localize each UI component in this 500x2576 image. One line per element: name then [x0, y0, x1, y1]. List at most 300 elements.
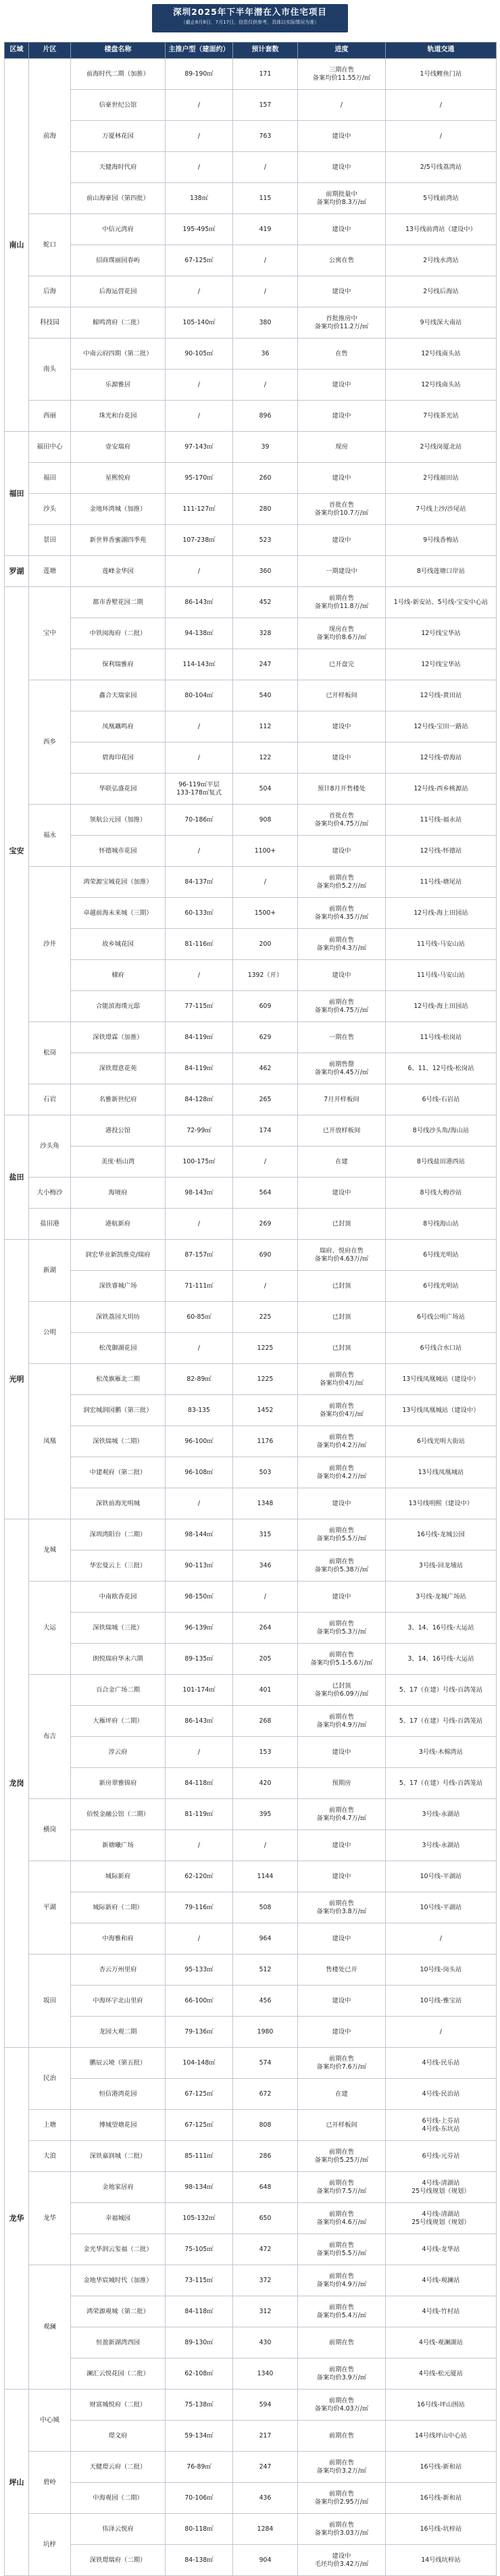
- transit-cell: 12号线-碧海站: [386, 742, 497, 774]
- project-name-cell: 恒盈新湖湾西园: [71, 2327, 166, 2358]
- table-row: [5, 742, 497, 774]
- progress-cell: 前期在售 备案均价4.7万/㎡: [298, 1799, 386, 1830]
- table-row: [5, 1737, 497, 1768]
- progress-cell: 前期在售 备案均价5.38万/㎡: [298, 1550, 386, 1582]
- unit-type-cell: 71-111㎡: [166, 1271, 233, 1302]
- table-row: [5, 214, 497, 245]
- area-cell: 大浪: [29, 2141, 71, 2172]
- table-row: [5, 960, 497, 991]
- table-row: [5, 1706, 497, 1737]
- project-name-cell: 金地环湾城（加推）: [71, 494, 166, 525]
- table-row: [5, 774, 497, 805]
- transit-cell: /: [386, 1923, 497, 1954]
- unit-type-cell: 77-115㎡: [166, 991, 233, 1022]
- progress-cell: 前期在售 备案均价4.35万/㎡: [298, 898, 386, 929]
- transit-cell: 1号线鲤鱼门站: [386, 59, 497, 90]
- project-name-cell: 美度·梧山湾: [71, 1146, 166, 1178]
- table-row: [5, 1986, 497, 2017]
- transit-cell: 12号线南头站: [386, 370, 497, 401]
- progress-cell: 建设中: [298, 960, 386, 991]
- project-name-cell: 润宏城润园鹏（第三批）: [71, 1395, 166, 1426]
- progress-cell: 已封顶 备案均价6.09万/㎡: [298, 1675, 386, 1706]
- progress-cell: 现房: [298, 432, 386, 463]
- transit-cell: 12号线-西乡桃源站: [386, 774, 497, 805]
- progress-cell: 在售: [298, 338, 386, 370]
- unit-count-cell: 808: [233, 2110, 298, 2141]
- table-row: [5, 2265, 497, 2296]
- progress-cell: 建设中: [298, 1923, 386, 1954]
- table-row: [5, 59, 497, 90]
- table-row: [5, 276, 497, 307]
- transit-cell: 8号线盐田港西站: [386, 1146, 497, 1178]
- unit-count-cell: 908: [233, 805, 298, 836]
- project-name-cell: 百合金广场二期: [71, 1675, 166, 1706]
- unit-count-cell: 672: [233, 2079, 298, 2110]
- table-row: [5, 121, 497, 152]
- area-cell: 坂田: [29, 1954, 71, 2048]
- table-row: [5, 2079, 497, 2110]
- unit-count-cell: 39: [233, 432, 298, 463]
- transit-cell: 6号线光明大街站: [386, 1426, 497, 1457]
- project-name-cell: 中海观园（二期）: [71, 2483, 166, 2514]
- unit-type-cell: 105-132㎡: [166, 2203, 233, 2234]
- unit-type-cell: 60-133㎡: [166, 898, 233, 929]
- table-header-row: [5, 43, 497, 59]
- project-name-cell: 博城望塘花园: [71, 2110, 166, 2141]
- unit-count-cell: 648: [233, 2172, 298, 2203]
- unit-type-cell: 105-140㎡: [166, 307, 233, 338]
- progress-cell: 已封顶: [298, 1302, 386, 1333]
- unit-count-cell: 112: [233, 711, 298, 742]
- transit-cell: 6号线-上芬站 4号线-东坑站: [386, 2110, 497, 2141]
- unit-type-cell: 87-157㎡: [166, 1240, 233, 1271]
- unit-type-cell: 80-104㎡: [166, 680, 233, 711]
- unit-count-cell: 472: [233, 2234, 298, 2265]
- transit-cell: 1号线-新安站、5号线-宝安中心站: [386, 587, 497, 618]
- progress-cell: 瑞府、悦府在售 备案均价4.63万/㎡: [298, 1240, 386, 1271]
- unit-count-cell: 115: [233, 183, 298, 214]
- table-row: [5, 401, 497, 432]
- transit-cell: 4号线-民乐站: [386, 2048, 497, 2079]
- project-name-cell: 领航公元园（加推）: [71, 805, 166, 836]
- project-name-cell: 伟泽云悦府: [71, 2514, 166, 2545]
- table-body: [5, 59, 497, 2576]
- table-row: [5, 867, 497, 898]
- transit-cell: 13号线凤凰城站（建设中）: [386, 1395, 497, 1426]
- transit-cell: 3号线-龙城广场站: [386, 1582, 497, 1613]
- project-name-cell: 佰悦金融公馆（二期）: [71, 1799, 166, 1830]
- unit-count-cell: 904: [233, 2545, 298, 2576]
- unit-type-cell: 79-116㎡: [166, 1892, 233, 1923]
- transit-cell: 5、17（在建）号线-百鸽笼站: [386, 1768, 497, 1799]
- progress-cell: 建设中: [298, 1830, 386, 1861]
- unit-count-cell: 247: [233, 649, 298, 680]
- progress-cell: 三期在售 备案均价11.55万/㎡: [298, 59, 386, 90]
- unit-type-cell: 96-108㎡: [166, 1457, 233, 1488]
- unit-count-cell: 1452: [233, 1395, 298, 1426]
- project-name-cell: 中铁阅海府（二批）: [71, 618, 166, 649]
- project-name-cell: 华宏曼云上（三批）: [71, 1550, 166, 1582]
- unit-type-cell: /: [166, 1209, 233, 1240]
- unit-type-cell: 95-133㎡: [166, 1954, 233, 1986]
- progress-cell: 前期在售 备案均价4.6万/㎡: [298, 2203, 386, 2234]
- header-area: 片区: [29, 43, 71, 59]
- unit-count-cell: 265: [233, 1084, 298, 1115]
- progress-cell: 前期在售 备案均价7.5万/㎡: [298, 2172, 386, 2203]
- table-row: [5, 1519, 497, 1550]
- unit-type-cell: /: [166, 152, 233, 183]
- progress-cell: 建设中: [298, 2017, 386, 2048]
- unit-count-cell: 690: [233, 1240, 298, 1271]
- unit-type-cell: 84-118㎡: [166, 1768, 233, 1799]
- table-row: [5, 1084, 497, 1115]
- transit-cell: 11号线-马安山站: [386, 960, 497, 991]
- progress-cell: 预计8月开售楼处: [298, 774, 386, 805]
- project-name-cell: 深铁瑞城（二期）: [71, 1426, 166, 1457]
- region-cell: 龙岗: [5, 1519, 29, 2048]
- project-name-cell: 深铁璟瑞府（二期）: [71, 2545, 166, 2576]
- area-cell: 凤凰: [29, 1364, 71, 1519]
- project-name-cell: 乐源雅居: [71, 370, 166, 401]
- table-row: [5, 2358, 497, 2390]
- unit-count-cell: 225: [233, 1302, 298, 1333]
- table-row: [5, 1022, 497, 1053]
- unit-type-cell: /: [166, 401, 233, 432]
- project-name-cell: 凤凰藕鸣府: [71, 711, 166, 742]
- table-row: [5, 711, 497, 742]
- progress-cell: 已开样板间: [298, 2110, 386, 2141]
- table-row: [5, 1861, 497, 1892]
- progress-cell: 建设中: [298, 1986, 386, 2017]
- project-name-cell: 淳云府: [71, 1737, 166, 1768]
- unit-type-cell: 90-113㎡: [166, 1550, 233, 1582]
- progress-cell: 公寓在售: [298, 245, 386, 276]
- transit-cell: 5、17（在建）号线-百鸽笼站: [386, 1706, 497, 1737]
- table-row: [5, 1550, 497, 1582]
- project-name-cell: 鹏辰云境（第五批）: [71, 2048, 166, 2079]
- area-cell: 南头: [29, 338, 71, 401]
- project-name-cell: 后海运营花园: [71, 276, 166, 307]
- progress-cell: 7月开样板间: [298, 1084, 386, 1115]
- progress-cell: 已开盘完: [298, 649, 386, 680]
- project-name-cell: 润宏华业新凯维克/瑞府: [71, 1240, 166, 1271]
- unit-type-cell: 138㎡: [166, 183, 233, 214]
- unit-count-cell: 523: [233, 525, 298, 556]
- table-row: [5, 1768, 497, 1799]
- table-row: [5, 836, 497, 867]
- progress-cell: 建设中: [298, 1861, 386, 1892]
- progress-cell: 前期在售 备案均价5.1-5.6万/㎡: [298, 1644, 386, 1675]
- project-name-cell: 中海环宇北山里府: [71, 1986, 166, 2017]
- transit-cell: 11号线-塘尾站: [386, 867, 497, 898]
- area-cell: 前海: [29, 59, 71, 214]
- transit-cell: 4号线-龙华站: [386, 2234, 497, 2265]
- unit-type-cell: /: [166, 1923, 233, 1954]
- area-cell: 大运: [29, 1582, 71, 1675]
- progress-cell: 建设中: [298, 401, 386, 432]
- progress-cell: 建设中: [298, 1737, 386, 1768]
- transit-cell: 12号线宝华站: [386, 649, 497, 680]
- unit-type-cell: 101-174㎡: [166, 1675, 233, 1706]
- table-row: [5, 1271, 497, 1302]
- unit-count-cell: 217: [233, 2421, 298, 2452]
- project-name-cell: 松茂旗雁北二期: [71, 1364, 166, 1395]
- transit-cell: 12号线-黄田站: [386, 680, 497, 711]
- area-cell: 松岗: [29, 1022, 71, 1084]
- table-row: [5, 2390, 497, 2421]
- transit-cell: 12号线-海上田园站: [386, 898, 497, 929]
- progress-cell: 前期在售 备案均价4.3万/㎡: [298, 929, 386, 960]
- progress-cell: 已封顶: [298, 1271, 386, 1302]
- progress-cell: 前期在售 备案均价7.6万/㎡: [298, 2048, 386, 2079]
- table-row: [5, 1488, 497, 1519]
- unit-count-cell: 1340: [233, 2358, 298, 2390]
- unit-count-cell: 328: [233, 618, 298, 649]
- unit-type-cell: 97-143㎡: [166, 432, 233, 463]
- area-cell: 后海: [29, 276, 71, 307]
- progress-cell: 前期在售 备案均价4.03万/㎡: [298, 2390, 386, 2421]
- transit-cell: 16号线-坪山围站: [386, 2390, 497, 2421]
- progress-cell: 前期在售 备案均价3.03万/㎡: [298, 2514, 386, 2545]
- unit-type-cell: 114-143㎡: [166, 649, 233, 680]
- area-cell: 民治: [29, 2048, 71, 2110]
- region-cell: 盐田: [5, 1115, 29, 1240]
- transit-cell: 3号线-永湖站: [386, 1830, 497, 1861]
- transit-cell: 4号线-清湖站 25号线规划（规划）: [386, 2203, 497, 2234]
- progress-cell: 建设中: [298, 525, 386, 556]
- progress-cell: 建设中: [298, 1582, 386, 1613]
- unit-type-cell: 86-143㎡: [166, 587, 233, 618]
- unit-type-cell: /: [166, 556, 233, 587]
- project-name-cell: 新世界香蜜湖四季苑: [71, 525, 166, 556]
- unit-count-cell: 503: [233, 1457, 298, 1488]
- area-cell: 沙头: [29, 494, 71, 525]
- progress-cell: 已封顶: [298, 1333, 386, 1364]
- transit-cell: 12号线-海上田园站: [386, 991, 497, 1022]
- progress-cell: 前期在售 备案均价5.4万/㎡: [298, 2296, 386, 2327]
- table-row: [5, 1178, 497, 1209]
- transit-cell: 5、17（在建）号线-百鸽笼站: [386, 1675, 497, 1706]
- unit-count-cell: 153: [233, 1737, 298, 1768]
- unit-type-cell: 70-186㎡: [166, 805, 233, 836]
- progress-cell: 建设中: [298, 1178, 386, 1209]
- unit-type-cell: 89-135㎡: [166, 1644, 233, 1675]
- project-name-cell: 华联弘盛花园: [71, 774, 166, 805]
- unit-count-cell: 401: [233, 1675, 298, 1706]
- progress-cell: 前期在售 备案均价4.9万/㎡: [298, 2265, 386, 2296]
- transit-cell: 2号线福田站: [386, 463, 497, 494]
- unit-type-cell: 73-115㎡: [166, 2265, 233, 2296]
- project-name-cell: 朗悦瑞府华未六期: [71, 1644, 166, 1675]
- project-name-cell: 新房翠雅锦府: [71, 1768, 166, 1799]
- unit-type-cell: /: [166, 1488, 233, 1519]
- table-row: [5, 494, 497, 525]
- unit-type-cell: /: [166, 742, 233, 774]
- project-name-cell: 保利瑞雅府: [71, 649, 166, 680]
- transit-cell: 11号线-松岗站: [386, 1022, 497, 1053]
- area-cell: 西丽: [29, 401, 71, 432]
- transit-cell: /: [386, 2017, 497, 2048]
- unit-type-cell: 67-125㎡: [166, 2079, 233, 2110]
- area-cell: 沙头角: [29, 1115, 71, 1178]
- project-name-cell: 中海雅和府: [71, 1923, 166, 1954]
- table-row: [5, 1830, 497, 1861]
- table-row: [5, 1923, 497, 1954]
- unit-count-cell: 1284: [233, 2514, 298, 2545]
- progress-cell: /: [298, 90, 386, 121]
- transit-cell: 10号线-平湖站: [386, 1892, 497, 1923]
- unit-type-cell: 98-144㎡: [166, 1519, 233, 1550]
- table-row: [5, 152, 497, 183]
- unit-type-cell: 84-137㎡: [166, 867, 233, 898]
- header-count: 预计套数: [233, 43, 298, 59]
- unit-count-cell: 395: [233, 1799, 298, 1830]
- table-row: [5, 587, 497, 618]
- unit-count-cell: 512: [233, 1954, 298, 1986]
- unit-type-cell: 111-127㎡: [166, 494, 233, 525]
- progress-cell: 建设中: [298, 836, 386, 867]
- progress-cell: 前期售罄 备案均价4.45万/㎡: [298, 1053, 386, 1084]
- unit-type-cell: 84-119㎡: [166, 1022, 233, 1053]
- project-name-cell: 幸福城园: [71, 2203, 166, 2234]
- progress-cell: 一期建设中: [298, 556, 386, 587]
- project-name-cell: 鲸鸣湾府（二批）: [71, 307, 166, 338]
- project-name-cell: 澜汇云悦花园（二批）: [71, 2358, 166, 2390]
- unit-type-cell: 98-150㎡: [166, 1582, 233, 1613]
- transit-cell: 4号线-观澜站: [386, 2265, 497, 2296]
- unit-type-cell: /: [166, 1737, 233, 1768]
- table-row: [5, 1582, 497, 1613]
- transit-cell: 14号线坑梓站: [386, 2545, 497, 2576]
- project-name-cell: 城际新府（二期）: [71, 1892, 166, 1923]
- unit-count-cell: 280: [233, 494, 298, 525]
- project-name-cell: 松茂御湖花园: [71, 1333, 166, 1364]
- transit-cell: 6号线光明站: [386, 1271, 497, 1302]
- transit-cell: 6号线-元芬站: [386, 2141, 497, 2172]
- unit-type-cell: 89-130㎡: [166, 2327, 233, 2358]
- project-name-cell: 恒信港湾花园: [71, 2079, 166, 2110]
- unit-type-cell: 81-116㎡: [166, 929, 233, 960]
- transit-cell: 10号线-平湖站: [386, 1861, 497, 1892]
- unit-count-cell: 380: [233, 307, 298, 338]
- progress-cell: 首批在售 备案均价10.7万/㎡: [298, 494, 386, 525]
- transit-cell: 4号线-松元厦站: [386, 2358, 497, 2390]
- table-row: [5, 1333, 497, 1364]
- project-name-cell: 新塘曦广场: [71, 1830, 166, 1861]
- transit-cell: 2号线水湾站: [386, 245, 497, 276]
- project-name-cell: 深铁荔园天玥坊: [71, 1302, 166, 1333]
- project-name-cell: 卓越前海未来城（三期）: [71, 898, 166, 929]
- area-cell: 观澜: [29, 2265, 71, 2390]
- area-cell: 大小梅沙: [29, 1178, 71, 1209]
- area-cell: 龙城: [29, 1519, 71, 1582]
- progress-cell: 前期在售 备案均价5.2万/㎡: [298, 867, 386, 898]
- transit-cell: 13号线凤凰城站: [386, 1457, 497, 1488]
- table-row: [5, 2452, 497, 2483]
- area-cell: 上塘: [29, 2110, 71, 2141]
- progress-cell: 首批推房中 备案均价11.2万/㎡: [298, 307, 386, 338]
- table-row: [5, 2421, 497, 2452]
- unit-count-cell: 629: [233, 1022, 298, 1053]
- table-row: [5, 1053, 497, 1084]
- unit-count-cell: /: [233, 1271, 298, 1302]
- unit-count-cell: 763: [233, 121, 298, 152]
- table-row: [5, 432, 497, 463]
- transit-cell: 13号线前湾站（建设中）: [386, 214, 497, 245]
- transit-cell: 11号线-福永站: [386, 805, 497, 836]
- project-name-cell: 万厦林花园: [71, 121, 166, 152]
- progress-cell: 前期在售 备案均价4.2万/㎡: [298, 1426, 386, 1457]
- unit-count-cell: 372: [233, 2265, 298, 2296]
- progress-cell: 建设中: [298, 121, 386, 152]
- unit-type-cell: 72-99㎡: [166, 1115, 233, 1146]
- progress-cell: 前期在售 备案均价4.2万/㎡: [298, 1457, 386, 1488]
- unit-type-cell: 80-118㎡: [166, 2514, 233, 2545]
- transit-cell: 10号线-雅宝站: [386, 1986, 497, 2017]
- area-cell: 沙井: [29, 867, 71, 1022]
- table-row: [5, 2203, 497, 2234]
- table-row: [5, 2048, 497, 2079]
- progress-cell: 在建: [298, 2079, 386, 2110]
- unit-count-cell: /: [233, 1582, 298, 1613]
- unit-type-cell: 66-100㎡: [166, 1986, 233, 2017]
- transit-cell: 12号线-怀德站: [386, 836, 497, 867]
- area-cell: 中心城: [29, 2390, 71, 2452]
- table-row: [5, 929, 497, 960]
- unit-type-cell: 107-238㎡: [166, 525, 233, 556]
- progress-cell: 前期在售 备案均价2.95万/㎡: [298, 2483, 386, 2514]
- unit-count-cell: 1225: [233, 1364, 298, 1395]
- table-row: [5, 1302, 497, 1333]
- transit-cell: 3号线-回龙埔站: [386, 1550, 497, 1582]
- project-name-cell: 都市香墅花园二期: [71, 587, 166, 618]
- region-cell: 龙华: [5, 2048, 29, 2390]
- unit-type-cell: /: [166, 276, 233, 307]
- unit-count-cell: 1176: [233, 1426, 298, 1457]
- progress-cell: 前期在售 备案均价5.5万/㎡: [298, 2234, 386, 2265]
- unit-count-cell: 157: [233, 90, 298, 121]
- transit-cell: 3、14、16号线-大运站: [386, 1613, 497, 1644]
- unit-type-cell: 95-170㎡: [166, 463, 233, 494]
- unit-type-cell: 59-134㎡: [166, 2421, 233, 2452]
- unit-count-cell: 964: [233, 1923, 298, 1954]
- unit-type-cell: 84-118㎡: [166, 2296, 233, 2327]
- unit-count-cell: 650: [233, 2203, 298, 2234]
- project-name-cell: 壹安瑞府: [71, 432, 166, 463]
- transit-cell: 16号线-新和站: [386, 2452, 497, 2483]
- project-name-cell: 星熙悦府: [71, 463, 166, 494]
- region-cell: 罗湖: [5, 556, 29, 587]
- unit-count-cell: 594: [233, 2390, 298, 2421]
- transit-cell: 16号线-坑梓站: [386, 2514, 497, 2545]
- table-row: [5, 307, 497, 338]
- transit-cell: 8号线莲塘口岸站: [386, 556, 497, 587]
- project-name-cell: 深铁璟霖（加推）: [71, 1022, 166, 1053]
- page-note: （截止8月8日，7月17日，信息仅供参考，具体以实际情况为准）: [180, 19, 320, 25]
- transit-cell: 2/5号线荔湾站: [386, 152, 497, 183]
- area-cell: 新湖: [29, 1240, 71, 1302]
- project-name-cell: 前海时代二期（加推）: [71, 59, 166, 90]
- unit-count-cell: 1980: [233, 2017, 298, 2048]
- table-row: [5, 898, 497, 929]
- table-row: [5, 2110, 497, 2141]
- table-row: [5, 183, 497, 214]
- progress-cell: 售楼处已开: [298, 1954, 386, 1986]
- progress-cell: 前期在售 备案均价11.8万/㎡: [298, 587, 386, 618]
- transit-cell: 12号线南头站: [386, 338, 497, 370]
- project-name-cell: 天健璟云府（二批）: [71, 2452, 166, 2483]
- project-name-cell: 深铁璟意花苑: [71, 1053, 166, 1084]
